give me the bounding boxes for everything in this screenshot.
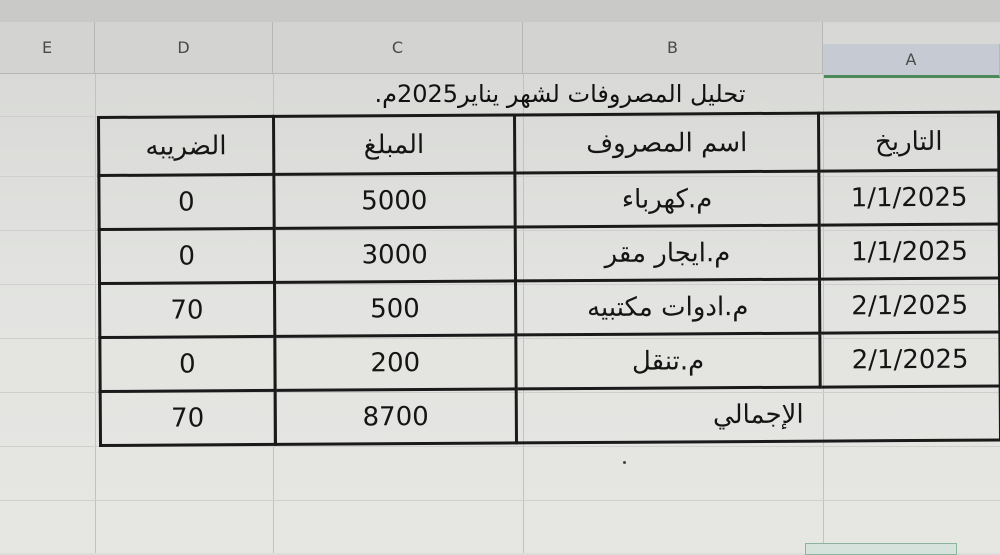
column-label: D <box>177 38 190 57</box>
table-row <box>99 224 999 283</box>
header-date[interactable]: التاريخ <box>819 112 999 171</box>
status-indicator <box>805 543 957 555</box>
cell-expense[interactable]: م.ايجار مقر <box>515 225 820 281</box>
cell-date[interactable]: 2/1/2025 <box>820 278 1000 333</box>
grid-line <box>0 500 1000 501</box>
cell-tax[interactable]: 0 <box>99 228 274 283</box>
header-amount[interactable]: المبلغ <box>273 115 515 174</box>
total-amount[interactable]: 8700 <box>275 389 517 444</box>
column-label: B <box>667 38 678 57</box>
column-header-b[interactable] <box>523 22 823 74</box>
column-header-c[interactable] <box>273 22 523 74</box>
cell-amount[interactable]: 3000 <box>274 227 516 282</box>
cell-date[interactable]: 2/1/2025 <box>820 332 1000 387</box>
cell-expense[interactable]: م.كهرباء <box>515 171 820 227</box>
column-header-e[interactable] <box>0 22 95 74</box>
cell-tax[interactable]: 0 <box>99 174 274 229</box>
cell-expense[interactable]: م.تنقل <box>516 333 821 389</box>
cell-tax[interactable]: 0 <box>100 336 275 391</box>
column-label: C <box>391 38 404 57</box>
cell-amount[interactable]: 500 <box>274 281 516 336</box>
header-expense[interactable]: اسم المصروف <box>514 113 819 173</box>
cell-date[interactable]: 1/1/2025 <box>819 224 999 279</box>
screen-bezel <box>0 0 1000 22</box>
expenses-table <box>97 110 1000 447</box>
column-header-a[interactable] <box>823 44 1000 78</box>
cell-amount[interactable]: 5000 <box>274 173 516 228</box>
table-total-row <box>100 386 1000 445</box>
cell-tax[interactable]: 70 <box>100 282 275 337</box>
cell-date[interactable]: 1/1/2025 <box>819 170 999 225</box>
screen-speck <box>623 461 626 464</box>
cell-amount[interactable]: 200 <box>274 335 516 390</box>
column-label: E <box>41 38 53 57</box>
grid-line <box>95 74 96 553</box>
table-row <box>100 332 1000 391</box>
table-row <box>100 278 1000 337</box>
table-row <box>99 170 999 229</box>
sheet-title[interactable]: تحليل المصروفات لشهر يناير2025م. <box>374 80 746 108</box>
header-tax[interactable]: الضريبه <box>99 116 274 175</box>
table-header-row <box>99 112 999 175</box>
total-tax[interactable]: 70 <box>100 390 275 445</box>
column-header-d[interactable] <box>95 22 273 74</box>
total-label[interactable]: الإجمالي <box>516 386 1000 443</box>
column-label: A <box>905 50 917 69</box>
cell-expense[interactable]: م.ادوات مكتبيه <box>515 279 820 335</box>
